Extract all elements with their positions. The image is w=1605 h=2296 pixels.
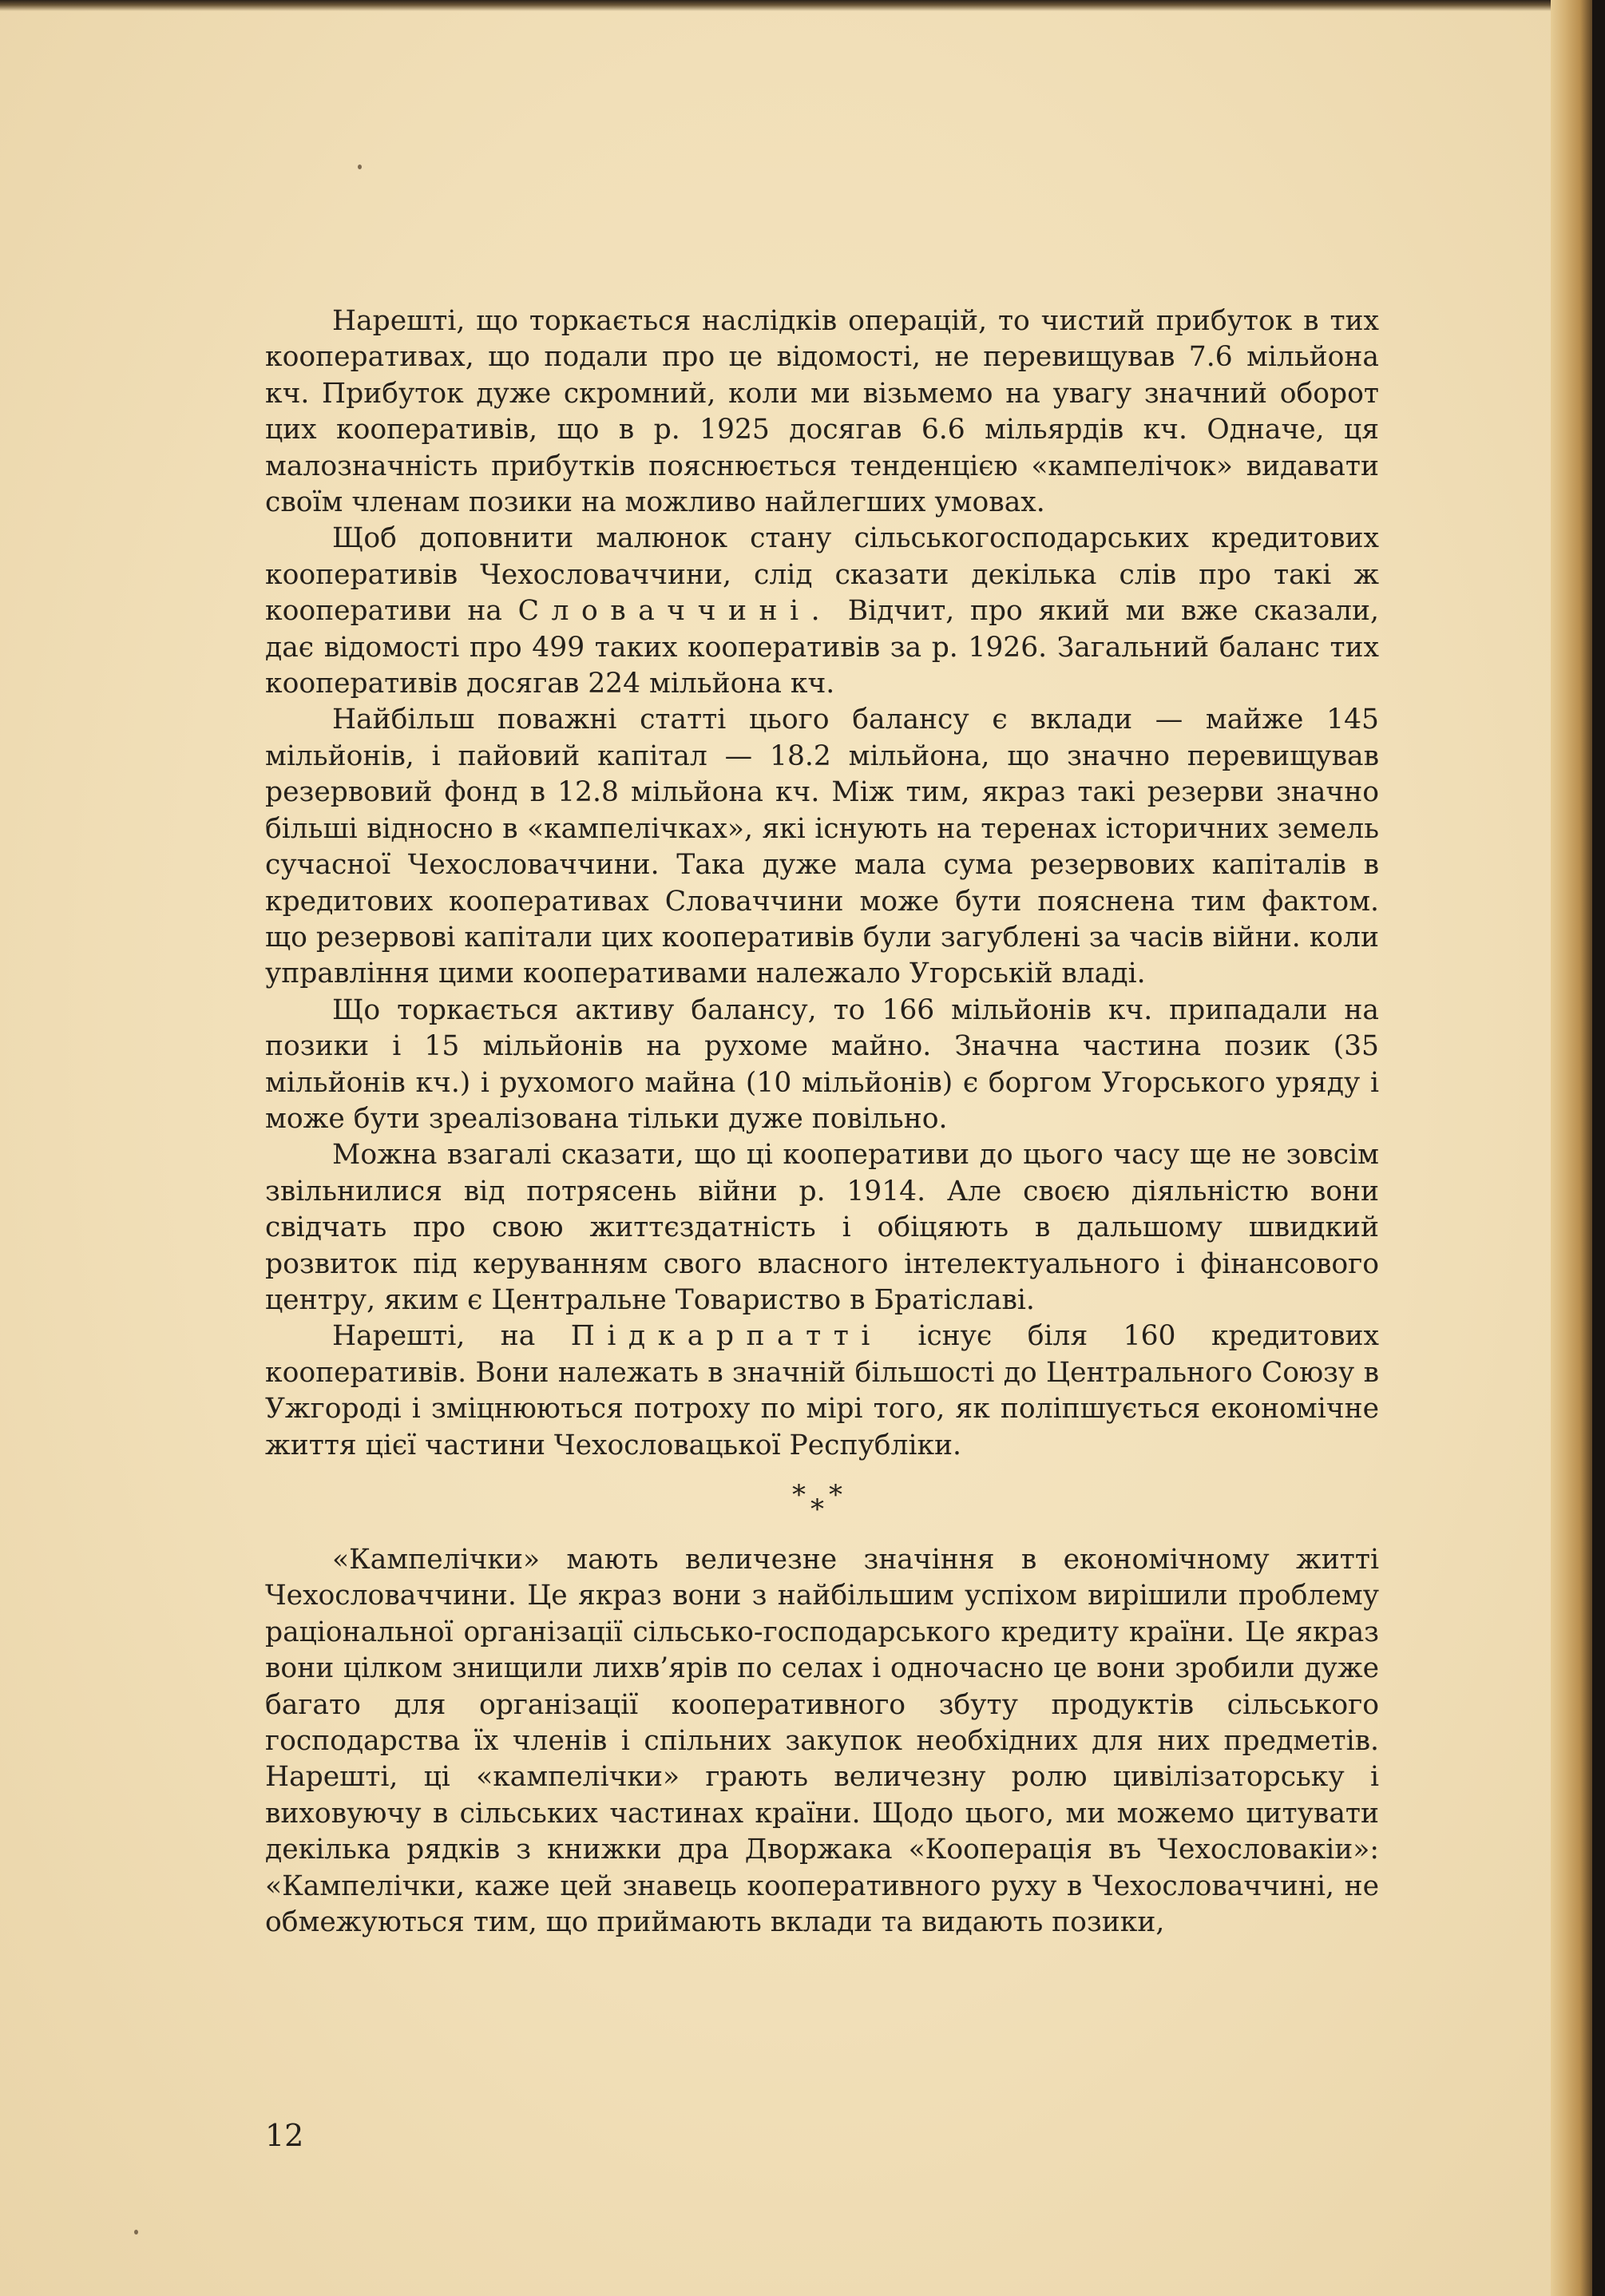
spaced-place-name: Підкарпатті <box>570 1320 882 1353</box>
book-spine-edge <box>1551 0 1592 2296</box>
spaced-place-name: Словаччині. <box>517 595 833 628</box>
asterisk: * <box>829 1479 842 1511</box>
paragraph: Що торкається активу балансу, то 166 мільйонів кч. припадали на позики і 15 мільйонів на рухоме майно. Значна частина позик (35 мільйонів кч.) і рухомого майна (10 мільйонів) є боргом Угорського уряду і може бути зреалізована тільки дуже повільно. <box>265 993 1379 1135</box>
body-text <box>265 303 1379 1941</box>
paragraph: Можна взагалі сказати, що ці кооперативи до цього часу ще не зовсім звільнилися від потрясень війни р. 1914. Але своєю діяльністю вони свідчать про свою життєздатність і обіцяють в дальшому швидкий розвиток під керуванням свого власного інтелектуального і фінансового центру, яким є Центральне Товариство в Братіславі. <box>265 1139 1379 1316</box>
paragraph: Нарешті, що торкається наслідків операцій, то чистий прибуток в тих кооперативах, що подали про це відомості, не перевищував 7.6 мільйона кч. Прибуток дуже скромний, коли ми візьмемо на увагу значний оборот цих кооперативів, що в р. 1925 досягав 6.6 мільярдів кч. Одначе, ця малозначність прибутків пояснюється тенденцією «кампелічок» видавати своїм членам позики на можливо найлегших умовах. <box>265 305 1379 519</box>
paper-speck <box>358 165 362 169</box>
paragraph: Нарешті, на Підкарпатті існує біля 160 кредитових кооперативів. Вони належать в значній більшості до Центрального Союзу в Ужгороді і зміцнюються потроху по мірі того, як поліпшується економічне життя цієї частини Чехословацької Республіки. <box>265 1320 1379 1461</box>
paragraph: Найбільш поважні статті цього балансу є вклади — майже 145 мільйонів, і пайовий капітал — 18.2 мільйона, що значно перевищував резервовий фонд в 12.8 мільйона кч. Між тим, якраз такі резерви значно більші відносно в «кампелічках», які існують на теренах історичних земель сучасної Чехословаччини. Така дуже мала сума резервових капіталів в кредитових кооперативах Словаччини може бути пояснена тим фактом. що резервові капітали цих кооперативів були загублені за часів війни. коли управління цими кооперативами належало Угорській владі. <box>265 704 1379 990</box>
asterisk: * <box>810 1493 824 1525</box>
paper-speck <box>134 2230 138 2235</box>
asterisk: * <box>792 1479 806 1511</box>
paragraph: Щоб доповнити малюнок стану сільськогосподарських кредитових кооперативів Чехословаччини, слід сказати декілька слів про такі ж кооперативи на Словаччині. Відчит, про який ми вже сказали, дає відомості про 499 таких кооперативів за р. 1926. Загальний баланс тих кооперативів досягав 224 мільйона кч. <box>265 522 1379 700</box>
page-number: 12 <box>265 2118 304 2153</box>
paragraph: «Кампелічки» мають величезне значіння в економічному житті Чехословаччини. Це якраз вони з найбільшим успіхом вирішили проблему раціональної організації сільсько-господарського кредиту країни. Це якраз вони цілком знищили лихв’ярів по селах і одночасно це вони зробили дуже багато для організації кооперативного збуту продуктів сільського господарства їх членів і спільних закупок необхідних для них предметів. Нарешті, ці «кампелічки» грають величезну ролю цивілізаторську і виховуючу в сільських частинах країни. Щодо цього, ми можемо цитувати декілька рядків з книжки дра Дворжака «Кооперація въ Чехословакіи»: «Кампелічки, каже цей знавець кооперативного руху в Чехословаччині, не обмежуються тим, що приймають вклади та видають позики, <box>265 1544 1379 1939</box>
section-separator-asterism <box>265 1473 1379 1523</box>
scan-top-edge <box>0 0 1592 11</box>
